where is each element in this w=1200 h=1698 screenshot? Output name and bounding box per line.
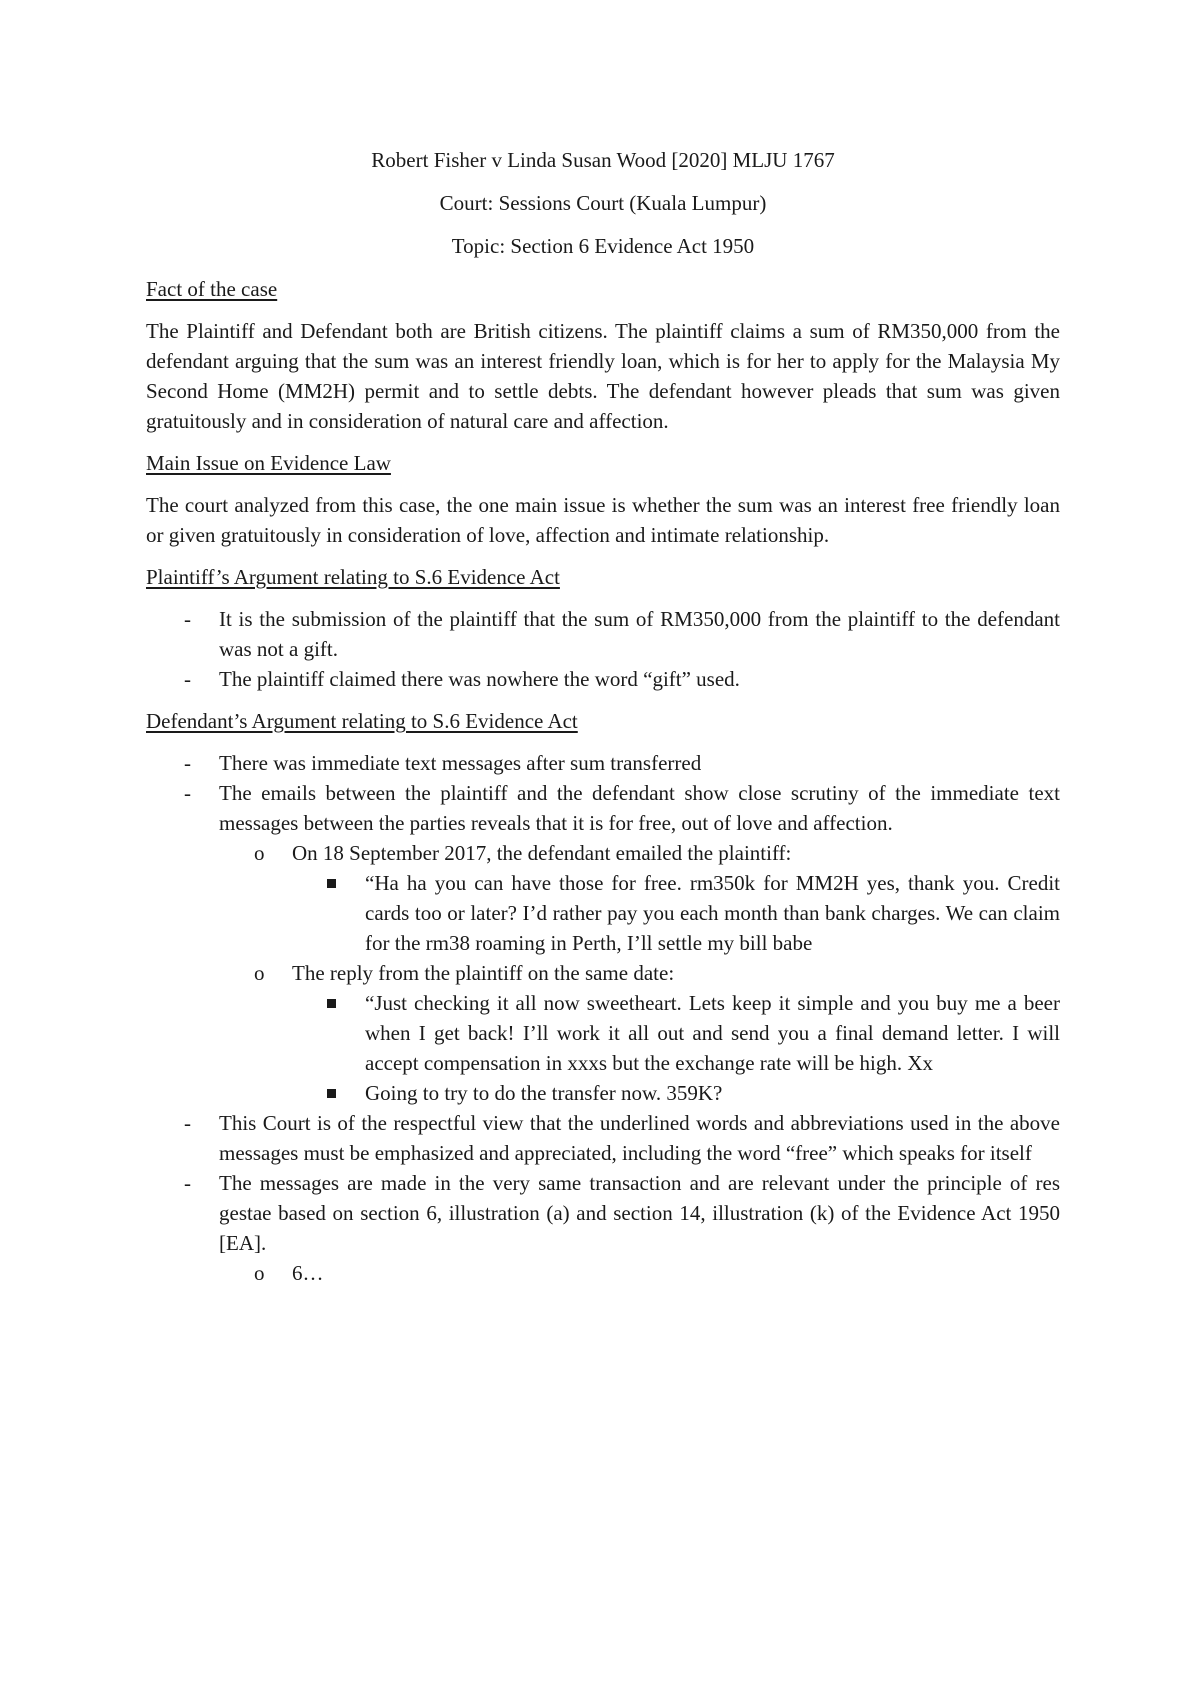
sub-list-item-text: 6…: [292, 1261, 324, 1285]
dash-bullet: -: [184, 781, 191, 805]
list-item-text: It is the submission of the plaintiff that the sum of RM350,000 from the plaintiff to the defendant was not a gift.: [219, 607, 1060, 661]
sub-list-item: [219, 958, 1060, 1108]
sub-list-item: [219, 1258, 1060, 1288]
list-item-text: The plaintiff claimed there was nowhere the word “gift” used.: [219, 667, 740, 691]
defendant-argument-list: [146, 748, 1060, 1288]
dash-bullet: -: [184, 667, 191, 691]
quote-item: [292, 868, 1060, 958]
list-item-text: The messages are made in the very same transaction and are relevant under the principle of res gestae based on section 6, illustration (a) and section 14, illustration (k) of the Evidence Act 1950 [EA].: [219, 1171, 1060, 1255]
square-bullet-icon: [327, 999, 336, 1008]
quote-text: “Just checking it all now sweetheart. Lets keep it simple and you buy me a beer when I get back! I’ll work it all out and send you a final demand letter. I will accept compensation in xxxs but the exchange rate will be high. Xx: [365, 991, 1060, 1075]
circle-bullet: o: [254, 841, 265, 865]
quote-list: [292, 988, 1060, 1108]
square-bullet-icon: [327, 1089, 336, 1098]
court-line: Court: Sessions Court (Kuala Lumpur): [439, 191, 767, 215]
quote-text: “Ha ha you can have those for free. rm350k for MM2H yes, thank you. Credit cards too or later? I’d rather pay you each month than bank charges. We can claim for the rm38 roaming in Perth, I’ll settle my bill babe: [365, 871, 1060, 955]
circle-bullet: o: [254, 1261, 265, 1285]
list-item: [146, 1168, 1060, 1288]
list-item: [146, 664, 1060, 694]
list-item-text: This Court is of the respectful view that the underlined words and abbreviations used in the above messages must be emphasized and appreciated, including the word “free” which speaks for itself: [219, 1111, 1060, 1165]
dash-bullet: -: [184, 607, 191, 631]
square-bullet-icon: [327, 879, 336, 888]
sub-list: [219, 1258, 1060, 1288]
case-title: Robert Fisher v Linda Susan Wood [2020] MLJU 1767: [371, 148, 835, 172]
issue-paragraph: The court analyzed from this case, the one main issue is whether the sum was an interest free friendly loan or given gratuitously in consideration of love, affection and intimate relationship.: [146, 493, 1060, 547]
list-item: [146, 778, 1060, 1108]
list-item: [146, 1108, 1060, 1168]
sub-list-item-text: The reply from the plaintiff on the same date:: [292, 961, 675, 985]
quote-text: Going to try to do the transfer now. 359K?: [365, 1081, 723, 1105]
quote-item: [292, 988, 1060, 1078]
dash-bullet: -: [184, 751, 191, 775]
issue-heading: Main Issue on Evidence Law: [146, 451, 391, 475]
quote-item: [292, 1078, 1060, 1108]
list-item-text: The emails between the plaintiff and the defendant show close scrutiny of the immediate text messages between the parties reveals that it is for free, out of love and affection.: [219, 781, 1060, 835]
plaintiff-argument-list: [146, 604, 1060, 694]
list-item: [146, 748, 1060, 778]
circle-bullet: o: [254, 961, 265, 985]
quote-list: [292, 868, 1060, 958]
dash-bullet: -: [184, 1111, 191, 1135]
plaintiff-heading: Plaintiff’s Argument relating to S.6 Evidence Act: [146, 565, 560, 589]
defendant-heading: Defendant’s Argument relating to S.6 Evidence Act: [146, 709, 578, 733]
facts-heading: Fact of the case: [146, 277, 278, 301]
sub-list-item: [219, 838, 1060, 958]
sub-list: [219, 838, 1060, 1108]
list-item: [146, 604, 1060, 664]
facts-paragraph: The Plaintiff and Defendant both are British citizens. The plaintiff claims a sum of RM350,000 from the defendant arguing that the sum was an interest friendly loan, which is for her to apply for the Malaysia My Second Home (MM2H) permit and to settle debts. The defendant however pleads that sum was given gratuitously and in consideration of natural care and affection.: [146, 319, 1060, 433]
list-item-text: There was immediate text messages after sum transferred: [219, 751, 702, 775]
document-page: [146, 145, 1060, 1300]
dash-bullet: -: [184, 1171, 191, 1195]
sub-list-item-text: On 18 September 2017, the defendant emailed the plaintiff:: [292, 841, 792, 865]
topic-line: Topic: Section 6 Evidence Act 1950: [451, 234, 755, 258]
